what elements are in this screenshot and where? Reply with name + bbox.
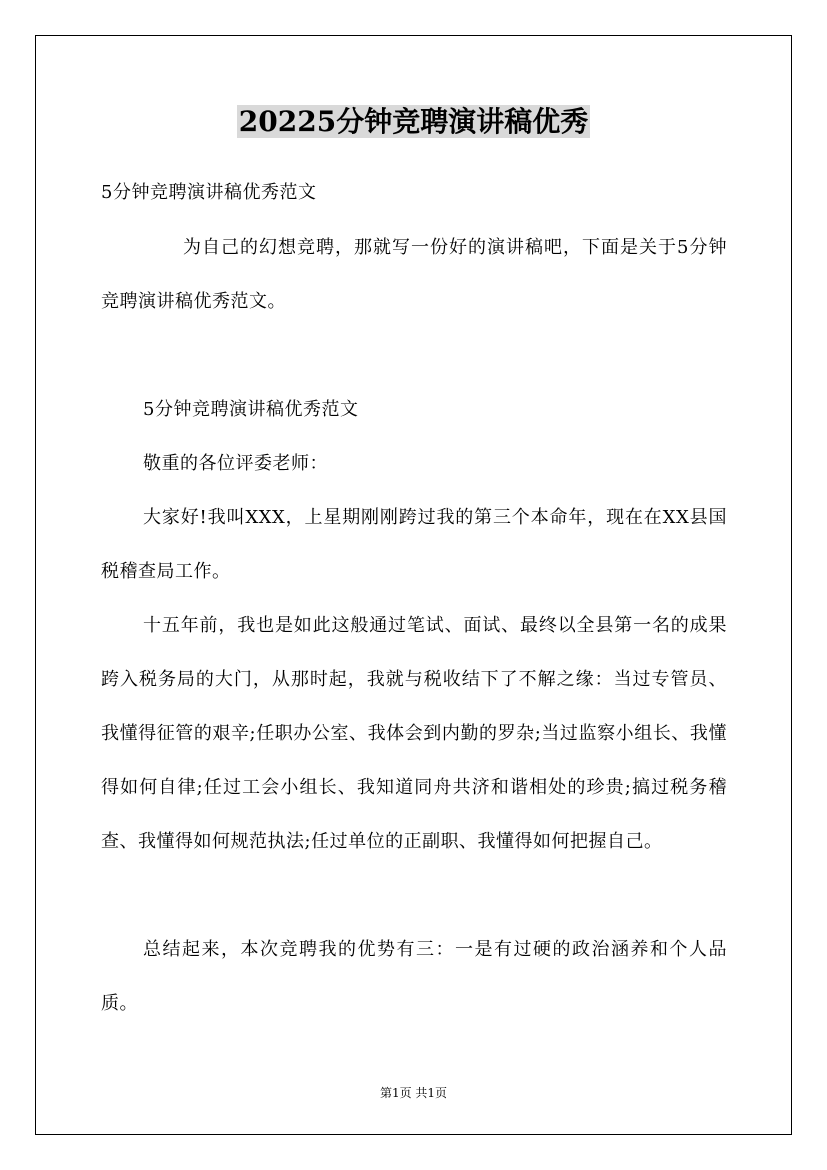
body-paragraph-1: 大家好!我叫XXX，上星期刚刚跨过我的第三个本命年，现在在XX县国税稽查局工作。 [101, 507, 727, 582]
subtitle: 5分钟竞聘演讲稿优秀范文 [101, 182, 317, 203]
document-title: 20225分钟竞聘演讲稿优秀 [238, 105, 589, 138]
body-paragraph-2: 十五年前，我也是如此这般通过笔试、面试、最终以全县第一名的成果跨入税务局的大门，从那时起，我就与税收结下了不解之缘：当过专管员、我懂得征管的艰辛;任职办公室、我体会到内勤的罗杂;当过监察小组长、我懂得如何自律;任过工会小组长、我知道同舟共济和谐相处的珍贵;搞过税务稽查、我懂得如何规范执法;任过单位的正副职、我懂得如何把握自己。 [101, 615, 727, 852]
section-heading: 5分钟竞聘演讲稿优秀范文 [143, 399, 359, 420]
intro-paragraph: 为自己的幻想竞聘，那就写一份好的演讲稿吧，下面是关于5分钟竞聘演讲稿优秀范文。 [101, 237, 727, 312]
greeting: 敬重的各位评委老师： [143, 453, 328, 474]
body-paragraph-3: 总结起来，本次竞聘我的优势有三：一是有过硬的政治涵养和个人品质。 [101, 939, 727, 1014]
page-footer: 第1页 共1页 [379, 1086, 448, 1100]
